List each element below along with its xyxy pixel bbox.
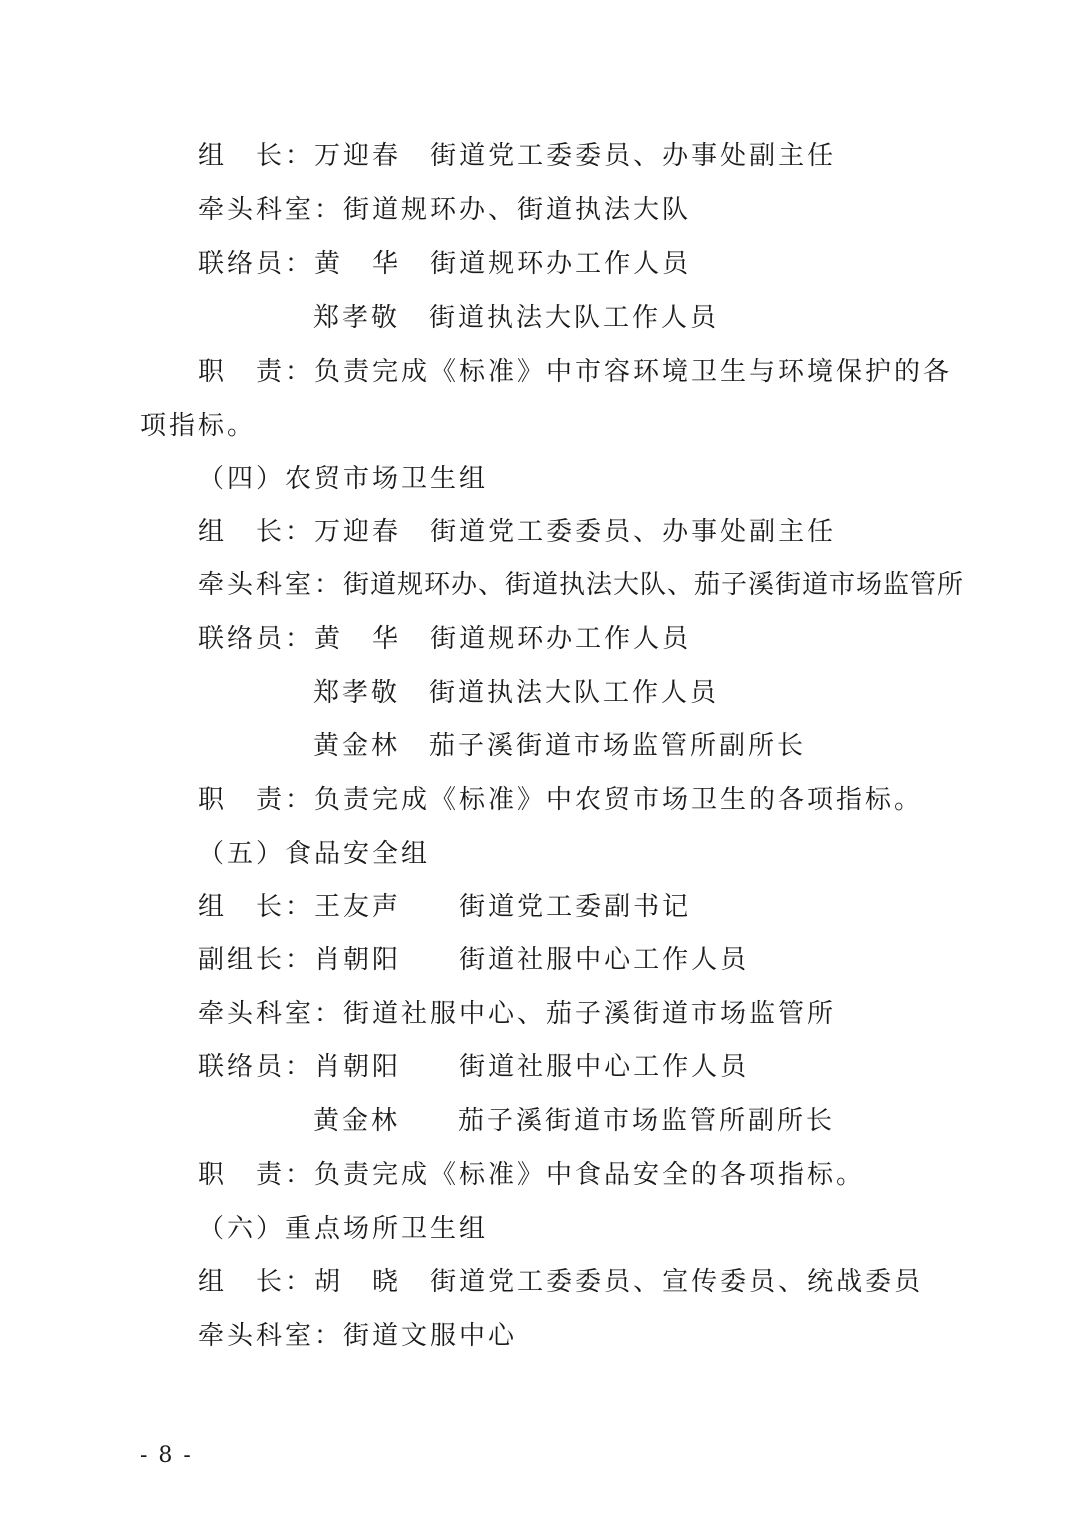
page-number: - 8 - — [140, 1443, 193, 1468]
colon: ： — [314, 195, 344, 225]
group3-duty-line-1 — [198, 355, 952, 389]
leader-label: 组 长 — [198, 892, 286, 922]
group4-liaison-line-3 — [313, 729, 806, 763]
colon: ： — [285, 249, 315, 279]
colon: ： — [314, 570, 344, 600]
group4-heading: （四）农贸市场卫生组 — [198, 464, 489, 494]
group3-liaison-line-2 — [313, 301, 719, 335]
duty-label: 职 责 — [198, 357, 286, 387]
leader-title: 街道党工委副书记 — [459, 892, 692, 922]
duty-text: 负责完成《标准》中食品安全的各项指标。 — [314, 1160, 866, 1190]
leader-name: 胡 晓 — [314, 1267, 402, 1297]
group5-heading: （五）食品安全组 — [198, 839, 431, 869]
liaison-name: 肖朝阳 — [314, 1052, 402, 1082]
liaison-title: 街道规环办工作人员 — [430, 624, 692, 654]
dept-label: 牵头科室 — [198, 570, 315, 600]
group3-liaison-line-1 — [198, 247, 691, 281]
dept-value: 街道规环办、街道执法大队 — [343, 195, 692, 225]
deputy-name: 肖朝阳 — [314, 945, 402, 975]
colon: ： — [285, 892, 315, 922]
colon: ： — [285, 1052, 315, 1082]
liaison-name: 郑孝敬 — [313, 678, 401, 708]
liaison-name: 黄金林 — [313, 1106, 401, 1136]
group3-dept-line — [198, 193, 691, 227]
liaison-name: 黄 华 — [314, 249, 402, 279]
colon: ： — [314, 999, 344, 1029]
leader-label: 组 长 — [198, 141, 286, 171]
colon: ： — [285, 357, 315, 387]
colon: ： — [285, 1160, 315, 1190]
duty-label: 职 责 — [198, 785, 286, 815]
duty-text-continued: 项指标。 — [140, 411, 257, 441]
colon: ： — [314, 1321, 344, 1351]
liaison-title: 街道社服中心工作人员 — [459, 1052, 750, 1082]
group4-leader-line — [198, 515, 836, 549]
liaison-title: 茄子溪街道市场监管所副所长 — [429, 731, 807, 761]
colon: ： — [285, 1267, 315, 1297]
group5-duty-line — [198, 1158, 865, 1192]
leader-label: 组 长 — [198, 1267, 286, 1297]
duty-text: 负责完成《标准》中市容环境卫生与环境保护的各 — [314, 357, 953, 387]
group5-deputy-line — [198, 943, 749, 977]
dept-label: 牵头科室 — [198, 195, 315, 225]
group6-dept-line — [198, 1319, 517, 1353]
group5-liaison-line-1 — [198, 1050, 749, 1084]
leader-title: 街道党工委委员、宣传委员、统战委员 — [430, 1267, 924, 1297]
group4-dept-line — [198, 568, 964, 602]
liaison-title: 街道规环办工作人员 — [430, 249, 692, 279]
colon: ： — [285, 517, 315, 547]
liaison-label: 联络员 — [198, 1052, 286, 1082]
deputy-label: 副组长 — [198, 945, 286, 975]
group5-dept-line — [198, 997, 836, 1031]
colon: ： — [285, 141, 315, 171]
deputy-title: 街道社服中心工作人员 — [459, 945, 750, 975]
group4-liaison-line-1 — [198, 622, 691, 656]
colon: ： — [285, 945, 315, 975]
liaison-title: 街道执法大队工作人员 — [429, 303, 720, 333]
leader-name: 万迎春 — [314, 517, 402, 547]
liaison-name: 黄 华 — [314, 624, 402, 654]
group5-liaison-line-2 — [313, 1104, 835, 1138]
dept-value: 街道文服中心 — [343, 1321, 518, 1351]
colon: ： — [285, 624, 315, 654]
liaison-label: 联络员 — [198, 624, 286, 654]
group4-liaison-line-2 — [313, 676, 719, 710]
dept-value: 街道社服中心、茄子溪街道市场监管所 — [343, 999, 837, 1029]
liaison-title: 茄子溪街道市场监管所副所长 — [458, 1106, 836, 1136]
dept-label: 牵头科室 — [198, 999, 315, 1029]
liaison-title: 街道执法大队工作人员 — [429, 678, 720, 708]
group6-heading: （六）重点场所卫生组 — [198, 1214, 489, 1244]
dept-value: 街道规环办、街道执法大队、茄子溪街道市场监管所 — [343, 570, 965, 600]
group6-leader-line — [198, 1265, 923, 1299]
liaison-name: 黄金林 — [313, 731, 401, 761]
group3-duty-line-2 — [140, 409, 256, 443]
liaison-name: 郑孝敬 — [313, 303, 401, 333]
duty-text: 负责完成《标准》中农贸市场卫生的各项指标。 — [314, 785, 924, 815]
group4-duty-line — [198, 783, 923, 817]
leader-title: 街道党工委委员、办事处副主任 — [430, 517, 837, 547]
liaison-label: 联络员 — [198, 249, 286, 279]
duty-label: 职 责 — [198, 1160, 286, 1190]
group3-leader-line — [198, 139, 836, 173]
leader-name: 王友声 — [314, 892, 402, 922]
leader-label: 组 长 — [198, 517, 286, 547]
colon: ： — [285, 785, 315, 815]
leader-name: 万迎春 — [314, 141, 402, 171]
group5-leader-line — [198, 890, 691, 924]
dept-label: 牵头科室 — [198, 1321, 315, 1351]
leader-title: 街道党工委委员、办事处副主任 — [430, 141, 837, 171]
